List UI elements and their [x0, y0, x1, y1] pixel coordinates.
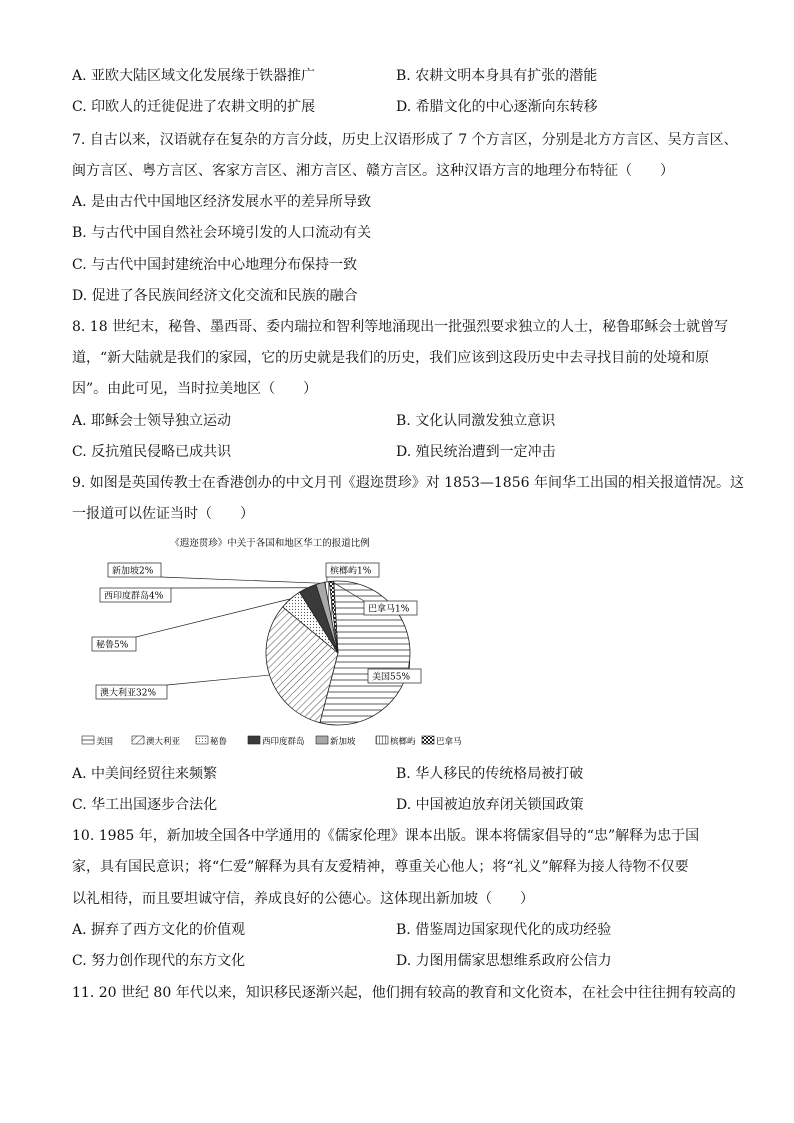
q9-stem-line-1: 9. 如图是英国传教士在香港创办的中文月刊《遐迩贯珍》对 1853—1856 年间华工出国的相关报道情况。这 — [72, 475, 744, 491]
pie-data-label: 槟榔屿1% — [330, 566, 372, 577]
legend-swatch — [82, 736, 94, 744]
legend-swatch — [196, 736, 208, 744]
pie-data-label: 新加坡2% — [112, 566, 154, 577]
q7-stem-line-1: 7. 自古以来，汉语就存在复杂的方言分歧，历史上汉语形成了 7 个方言区，分别是北方方言区、吴方言区、 — [72, 132, 738, 148]
q8-option-c: C. 反抗殖民侵略已成共识 — [72, 444, 232, 460]
q6-option-a: A. 亚欧大陆区域文化发展缘于铁器推广 — [72, 68, 316, 84]
q9-option-d: D. 中国被迫放弃闭关锁国政策 — [396, 797, 584, 813]
q11-stem-line-1: 11. 20 世纪 80 年代以来，知识移民逐渐兴起，他们拥有较高的教育和文化资本，在社会中往往拥有较高的 — [72, 985, 736, 1001]
legend-label: 美国 — [96, 737, 114, 747]
q8-option-a: A. 耶稣会士领导独立运动 — [72, 413, 232, 429]
pie-leader-line — [161, 577, 320, 583]
q6-option-c: C. 印欧人的迁徙促进了农耕文明的扩展 — [72, 99, 316, 115]
q9-option-c: C. 华工出国逐步合法化 — [72, 797, 218, 813]
q7-stem-line-2: 闽方言区、粤方言区、客家方言区、湘方言区、赣方言区。这种汉语方言的地理分布特征（ ） — [72, 163, 674, 179]
pie-chart — [78, 533, 462, 753]
q10-option-a: A. 摒弃了西方文化的价值观 — [72, 922, 246, 938]
q8-stem-line-2: 道，“新大陆就是我们的家园，它的历史就是我们的历史，我们应该到这段历史中去寻找目前的处境和原 — [72, 350, 710, 366]
pie-leader-line — [167, 675, 269, 685]
legend-label: 巴拿马 — [436, 737, 462, 747]
legend-swatch — [132, 736, 144, 744]
pie-data-label: 西印度群岛4% — [104, 591, 164, 602]
q10-option-b: B. 借鉴周边国家现代化的成功经验 — [396, 922, 612, 938]
q10-option-d: D. 力图用儒家思想维系政府公信力 — [396, 953, 612, 969]
q7-option-d: D. 促进了各民族间经济文化交流和民族的融合 — [72, 288, 358, 304]
legend-swatch — [248, 736, 260, 744]
legend-label: 新加坡 — [330, 737, 356, 747]
q9-option-a: A. 中美间经贸往来频繁 — [72, 766, 218, 782]
pie-leader-line — [136, 599, 291, 637]
q9-stem-line-2: 一报道可以佐证当时（ ） — [72, 506, 254, 522]
legend-label: 澳大利亚 — [146, 737, 181, 747]
legend-label: 西印度群岛 — [262, 737, 305, 747]
pie-chart-figure — [78, 533, 462, 753]
q10-option-c: C. 努力创作现代的东方文化 — [72, 953, 246, 969]
pie-data-label: 巴拿马1% — [368, 604, 410, 615]
legend-swatch — [422, 736, 434, 744]
q9-option-b: B. 华人移民的传统格局被打破 — [396, 766, 584, 782]
q7-option-a: A. 是由古代中国地区经济发展水平的差异所导致 — [72, 194, 372, 210]
q6-option-b: B. 农耕文明本身具有扩张的潜能 — [396, 68, 598, 84]
pie-data-label: 美国55% — [372, 672, 411, 683]
q7-option-b: B. 与古代中国自然社会环境引发的人口流动有关 — [72, 225, 372, 241]
legend-swatch — [376, 736, 388, 744]
q8-stem-line-3: 因”。由此可见，当时拉美地区（ ） — [72, 381, 318, 397]
chart-title: 《遐迩贯珍》中关于各国和地区华工的报道比例 — [170, 538, 370, 549]
q8-stem-line-1: 8. 18 世纪末，秘鲁、墨西哥、委内瑞拉和智利等地涌现出一批强烈要求独立的人士，秘鲁耶稣会士就曾写 — [72, 319, 729, 335]
q8-option-d: D. 殖民统治遭到一定冲击 — [396, 444, 556, 460]
legend-label: 秘鲁 — [210, 737, 228, 747]
q10-stem-line-1: 10. 1985 年，新加坡全国各中学通用的《儒家伦理》课本出版。课本将儒家倡导的“忠”解释为忠于国 — [72, 828, 700, 844]
q10-stem-line-2: 家，具有国民意识；将“仁爱”解释为具有友爱精神，尊重关心他人；将“礼义”解释为接人待物不仅要 — [72, 859, 689, 875]
legend-label: 槟榔屿 — [390, 737, 416, 747]
pie-data-label: 秘鲁5% — [96, 640, 129, 651]
q6-option-d: D. 希腊文化的中心逐渐向东转移 — [396, 99, 598, 115]
q8-option-b: B. 文化认同激发独立意识 — [396, 413, 556, 429]
q7-option-c: C. 与古代中国封建统治中心地理分布保持一致 — [72, 257, 358, 273]
pie-data-label: 澳大利亚32% — [100, 688, 157, 699]
q10-stem-line-3: 以礼相待，而且要坦诚守信，养成良好的公德心。这体现出新加坡（ ） — [72, 891, 534, 907]
legend-swatch — [316, 736, 328, 744]
